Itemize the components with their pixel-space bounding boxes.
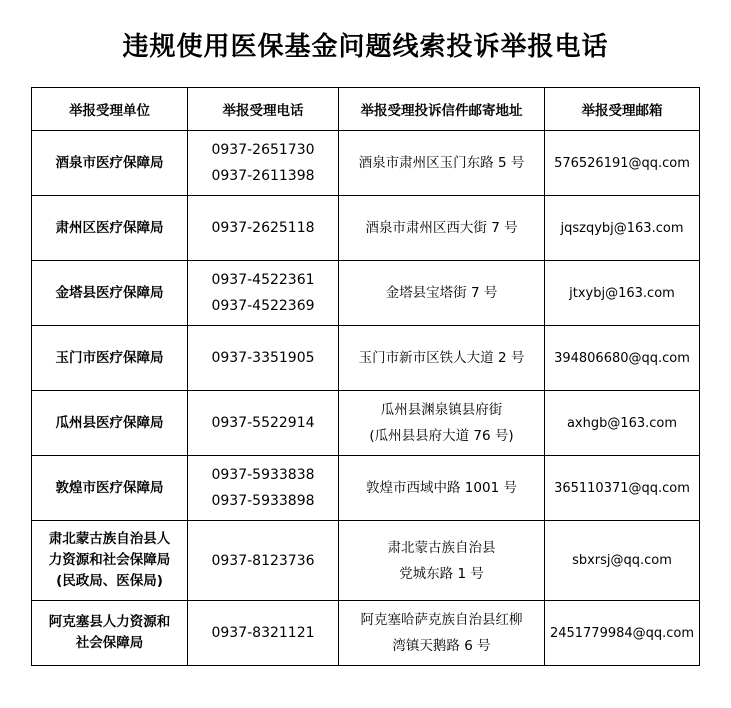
email-cell: 394806680@qq.com [545,326,700,391]
unit-cell-line: 社会保障局 [75,635,144,651]
phone-cell [188,326,339,391]
phone-cell-line: 0937-4522361 [211,272,315,288]
address-cell-line: 酒泉市肃州区西大街 7 号 [365,220,518,236]
unit-cell [32,521,188,601]
table-row [32,521,700,601]
phone-cell [188,521,339,601]
phone-cell-line: 0937-3351905 [211,350,315,366]
unit-cell [32,391,188,456]
table-row [32,391,700,456]
email-cell: jtxybj@163.com [545,261,700,326]
phone-cell-line: 0937-5522914 [211,415,315,431]
table-row [32,601,700,666]
email-cell: sbxrsj@qq.com [545,521,700,601]
phone-cell-line: 0937-2651730 [211,142,315,158]
address-cell [339,326,545,391]
unit-cell [32,456,188,521]
phone-cell-line: 0937-5933898 [211,493,315,509]
column-header-phone: 举报受理电话 [188,88,339,131]
unit-cell [32,601,188,666]
phone-cell-line: 0937-8123736 [211,552,315,569]
unit-cell-line: 敦煌市医疗保障局 [55,479,164,496]
address-cell [339,196,545,261]
hotline-table [31,87,700,666]
address-cell-line: 酒泉市肃州区玉门东路 5 号 [358,155,525,171]
address-cell-line: (瓜州县县府大道 76 号) [369,428,514,444]
table-header-row [32,88,700,131]
address-cell [339,456,545,521]
address-cell [339,131,545,196]
page-title: 违规使用医保基金问题线索投诉举报电话 [122,32,609,62]
unit-cell-line: 金塔县医疗保障局 [55,284,164,301]
phone-cell [188,456,339,521]
email-cell: 365110371@qq.com [545,456,700,521]
unit-cell-line: 肃北蒙古族自治县人 [48,531,171,547]
phone-cell [188,261,339,326]
phone-cell-line: 0937-2625118 [211,220,315,236]
address-cell-line: 党城东路 1 号 [399,565,484,582]
table-row [32,456,700,521]
email-cell: jqszqybj@163.com [545,196,700,261]
unit-cell [32,261,188,326]
email-cell: axhgb@163.com [545,391,700,456]
table-row [32,261,700,326]
column-header-address: 举报受理投诉信件邮寄地址 [339,88,545,131]
email-cell: 576526191@qq.com [545,131,700,196]
address-cell [339,261,545,326]
address-cell-line: 肃北蒙古族自治县 [387,539,496,556]
address-cell-line: 瓜州县渊泉镇县府街 [380,402,503,418]
address-cell-line: 湾镇天鹅路 6 号 [392,638,491,654]
table-row [32,131,700,196]
unit-cell-line: 阿克塞县人力资源和 [48,614,171,630]
address-cell [339,521,545,601]
phone-cell [188,131,339,196]
unit-cell [32,326,188,391]
table-body [32,131,700,666]
address-cell [339,391,545,456]
phone-cell [188,391,339,456]
unit-cell-line: 力资源和社会保障局 [48,552,171,568]
address-cell-line: 玉门市新市区铁人大道 2 号 [358,350,525,366]
phone-cell-line: 0937-2611398 [211,168,315,184]
unit-cell-line: 玉门市医疗保障局 [55,349,164,366]
phone-cell [188,196,339,261]
table-row [32,196,700,261]
unit-cell-line: 肃州区医疗保障局 [55,219,164,236]
phone-cell-line: 0937-8321121 [211,625,315,641]
phone-cell-line: 0937-4522369 [211,298,315,314]
phone-cell [188,601,339,666]
column-header-unit: 举报受理单位 [32,88,188,131]
unit-cell-line: (民政局、医保局) [56,573,163,589]
phone-cell-line: 0937-5933838 [211,467,315,483]
unit-cell [32,196,188,261]
unit-cell-line: 瓜州县医疗保障局 [55,414,164,431]
email-cell: 2451779984@qq.com [545,601,700,666]
column-header-email: 举报受理邮箱 [545,88,700,131]
address-cell-line: 阿克塞哈萨克族自治县红柳 [360,612,523,628]
unit-cell [32,131,188,196]
table-row [32,326,700,391]
unit-cell-line: 酒泉市医疗保障局 [55,154,164,171]
address-cell-line: 金塔县宝塔街 7 号 [385,285,498,301]
address-cell [339,601,545,666]
address-cell-line: 敦煌市西域中路 1001 号 [366,480,517,496]
